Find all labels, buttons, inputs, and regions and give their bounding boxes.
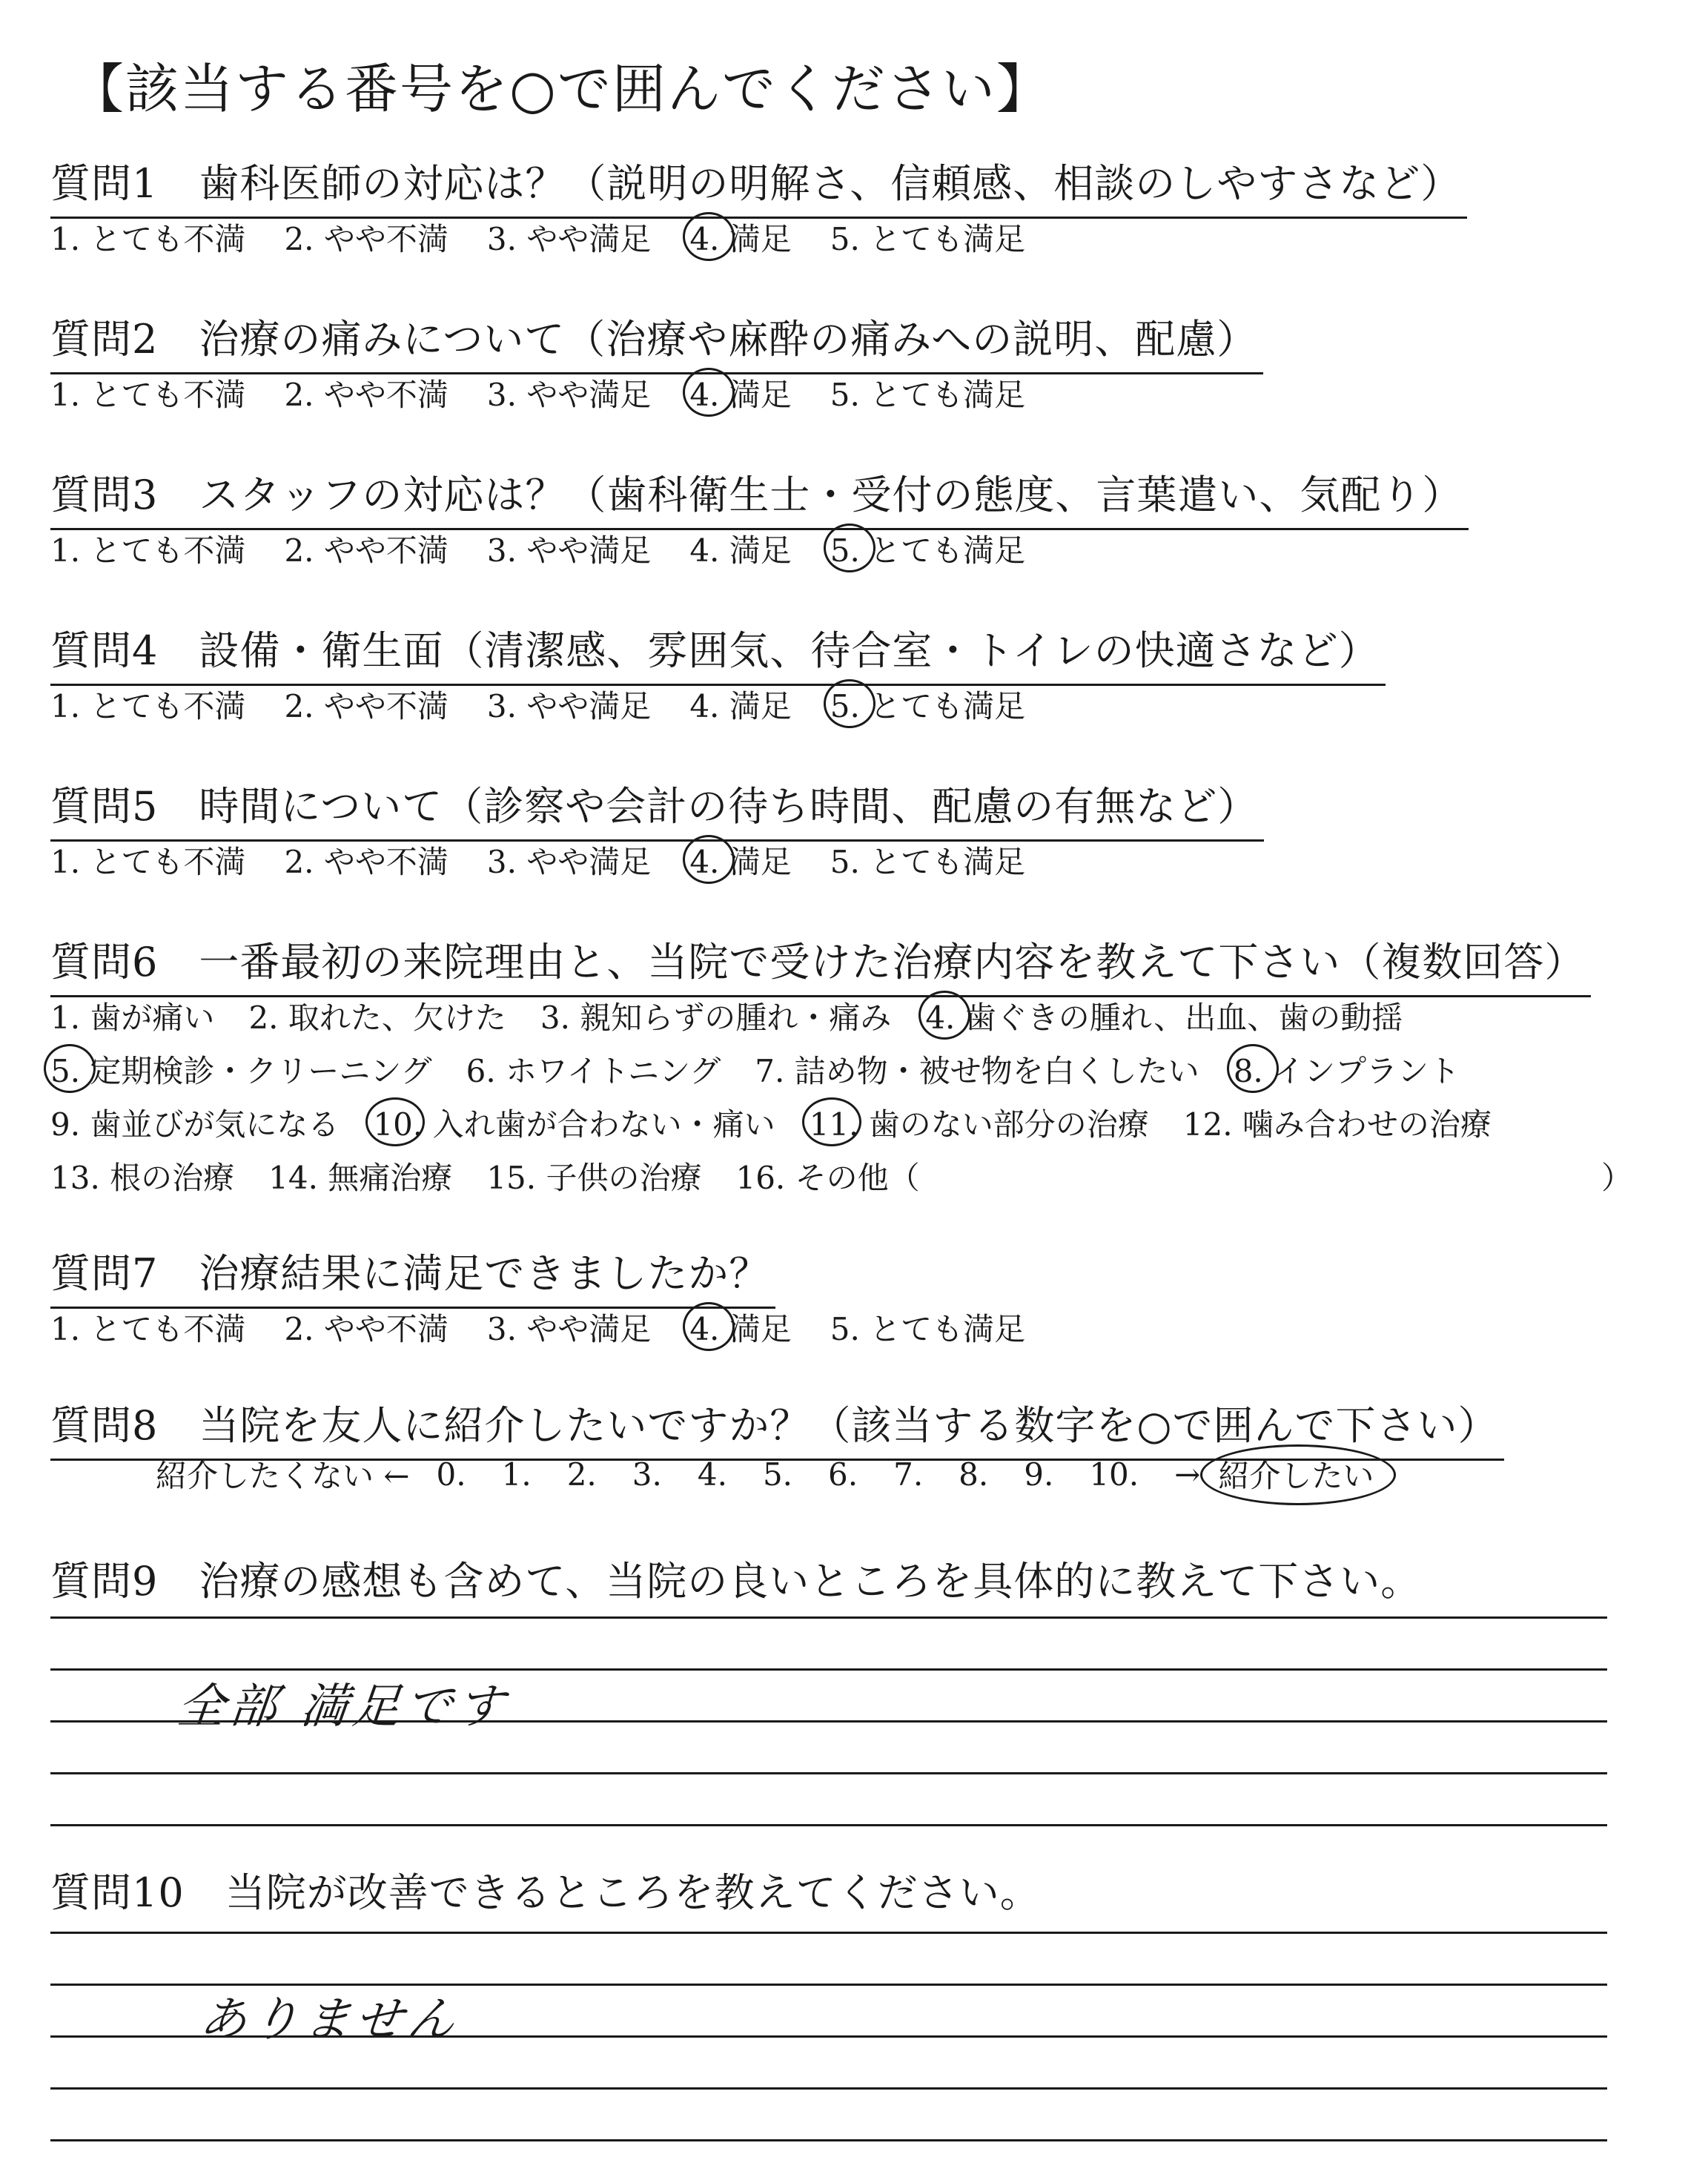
page-title: 【該当する番号を○で囲んでください】 (70, 58, 1051, 120)
q3-option-4[interactable]: 4. 満足 (689, 532, 792, 569)
q6-option-5-circled[interactable]: 5. 定期検診・クリーニング (50, 1047, 432, 1091)
q6-option-1[interactable]: 1. 歯が痛い (50, 1000, 215, 1036)
q8-number-1[interactable]: 1. (501, 1456, 532, 1493)
question-6-options-row-1 (50, 994, 1437, 1038)
question-3-title: 質問3 スタッフの対応は？（歯科衛生士・受付の態度、言葉遣い、気配り） (50, 463, 1469, 530)
q5-option-3[interactable]: 3. やや満足 (486, 844, 652, 880)
q3-option-3[interactable]: 3. やや満足 (486, 532, 652, 569)
question-1-title: 質問1 歯科医師の対応は？（説明の明解さ、信頼感、相談のしやすさなど） (50, 152, 1467, 219)
question-4-options (50, 682, 1064, 727)
q8-number-0[interactable]: 0. (436, 1456, 466, 1493)
q3-option-1[interactable]: 1. とても不満 (50, 532, 246, 569)
q5-option-1[interactable]: 1. とても不満 (50, 844, 246, 880)
q7-option-4-circled[interactable]: 4. 満足 (689, 1305, 791, 1350)
question-1-options (50, 215, 1064, 260)
q8-number-7[interactable]: 7. (893, 1456, 924, 1493)
question-3-options (50, 526, 1064, 571)
q10-writing-line-1 (50, 1932, 1607, 1934)
q5-option-2[interactable]: 2. やや不満 (284, 844, 448, 880)
q5-option-5[interactable]: 5. とても満足 (830, 844, 1026, 880)
q3-option-2[interactable]: 2. やや不満 (284, 532, 448, 569)
q9-writing-line-1 (50, 1616, 1607, 1619)
q1-option-5[interactable]: 5. とても満足 (830, 221, 1026, 257)
question-6-title: 質問6 一番最初の来院理由と、当院で受けた治療内容を教えて下さい（複数回答） (50, 931, 1591, 997)
q6-option-2[interactable]: 2. 取れた、欠けた (248, 1000, 506, 1036)
q7-option-2[interactable]: 2. やや不満 (284, 1311, 448, 1347)
q6-option-3[interactable]: 3. 親知らずの腫れ・痛み (540, 1000, 892, 1036)
q10-writing-line-4 (50, 2087, 1607, 2090)
q1-option-4-circled[interactable]: 4. 満足 (689, 215, 791, 260)
question-6-options-row-3 (50, 1100, 1526, 1145)
q8-number-10[interactable]: 10. (1089, 1456, 1139, 1493)
question-10-title: 質問10 当院が改善できるところを教えてください。 (50, 1869, 1041, 1916)
q8-number-2[interactable]: 2. (566, 1456, 597, 1493)
q6-option-15[interactable]: 15. 子供の治療 (486, 1160, 702, 1196)
question-6-options-row-2 (50, 1047, 1494, 1091)
q8-number-3[interactable]: 3. (632, 1456, 662, 1493)
q6-option-12[interactable]: 12. 噛み合わせの治療 (1182, 1106, 1492, 1143)
q7-option-5[interactable]: 5. とても満足 (830, 1311, 1026, 1347)
q6-option-16[interactable]: 16. その他（ (735, 1160, 920, 1196)
q8-number-4[interactable]: 4. (697, 1456, 727, 1493)
question-8-scale (156, 1452, 1381, 1496)
q6-option-7[interactable]: 7. 詰め物・被せ物を白くしたい (755, 1053, 1199, 1089)
q8-right-label-circled[interactable]: 紹介したい (1211, 1452, 1381, 1496)
q4-option-5-circled[interactable]: 5. とても満足 (830, 682, 1025, 727)
q9-handwritten-answer[interactable]: 全部 満足です (174, 1680, 512, 1734)
q3-option-5-circled[interactable]: 5. とても満足 (830, 526, 1025, 571)
q9-writing-line-5 (50, 1824, 1607, 1826)
question-5-title: 質問5 時間について（診察や会計の待ち時間、配慮の有無など） (50, 775, 1264, 842)
q4-option-3[interactable]: 3. やや満足 (486, 688, 652, 724)
q9-writing-line-4 (50, 1772, 1607, 1774)
q6-option-4-circled[interactable]: 4. 歯ぐきの腫れ、出血、歯の動揺 (925, 994, 1403, 1038)
q4-option-1[interactable]: 1. とても不満 (50, 688, 246, 724)
q1-option-1[interactable]: 1. とても不満 (50, 221, 246, 257)
q6-option-6[interactable]: 6. ホワイトニング (466, 1053, 721, 1089)
q6-option-14[interactable]: 14. 無痛治療 (268, 1160, 453, 1196)
question-8-title: 質問8 当院を友人に紹介したいですか？（該当する数字を○で囲んで下さい） (50, 1394, 1504, 1461)
q8-number-6[interactable]: 6. (828, 1456, 858, 1493)
q6-option-8-circled[interactable]: 8. インプラント (1234, 1047, 1460, 1091)
q6-option-11-circled[interactable]: 11. 歯のない部分の治療 (810, 1100, 1149, 1145)
q1-option-3[interactable]: 3. やや満足 (486, 221, 652, 257)
q2-option-3[interactable]: 3. やや満足 (486, 377, 652, 413)
question-2-options (50, 371, 1064, 415)
question-7-title: 質問7 治療結果に満足できましたか？ (50, 1242, 775, 1309)
q2-option-4-circled[interactable]: 4. 満足 (689, 371, 791, 415)
q8-number-9[interactable]: 9. (1024, 1456, 1054, 1493)
q8-left-label: 紹介したくない ← (156, 1458, 410, 1494)
q7-option-3[interactable]: 3. やや満足 (486, 1311, 652, 1347)
q6-option-10-circled[interactable]: 10. 入れ歯が合わない・痛い (373, 1100, 775, 1145)
q4-option-2[interactable]: 2. やや不満 (284, 688, 448, 724)
q8-number-8[interactable]: 8. (959, 1456, 989, 1493)
q6-option-9[interactable]: 9. 歯並びが気になる (50, 1106, 340, 1143)
question-2-title: 質問2 治療の痛みについて（治療や麻酔の痛みへの説明、配慮） (50, 308, 1263, 374)
question-5-options (50, 838, 1064, 882)
q7-option-1[interactable]: 1. とても不満 (50, 1311, 246, 1347)
q5-option-4-circled[interactable]: 4. 満足 (689, 838, 791, 882)
question-9-title: 質問9 治療の感想も含めて、当院の良いところを具体的に教えて下さい。 (50, 1558, 1422, 1605)
q8-right-arrow: → (1174, 1456, 1201, 1493)
question-6-options-row-4 (50, 1154, 954, 1198)
question-7-options (50, 1305, 1064, 1350)
question-4-title: 質問4 設備・衛生面（清潔感、雰囲気、待合室・トイレの快適さなど） (50, 619, 1386, 686)
q10-writing-line-5 (50, 2139, 1607, 2141)
q6-option-13[interactable]: 13. 根の治療 (50, 1160, 235, 1196)
q2-option-2[interactable]: 2. やや不満 (284, 377, 448, 413)
q4-option-4[interactable]: 4. 満足 (689, 688, 792, 724)
q10-handwritten-answer[interactable]: ありません (196, 1992, 463, 2047)
q2-option-5[interactable]: 5. とても満足 (830, 377, 1026, 413)
q2-option-1[interactable]: 1. とても不満 (50, 377, 246, 413)
q8-number-5[interactable]: 5. (762, 1456, 793, 1493)
q6-other-close-paren: ） (1601, 1160, 1633, 1196)
q1-option-2[interactable]: 2. やや不満 (284, 221, 448, 257)
